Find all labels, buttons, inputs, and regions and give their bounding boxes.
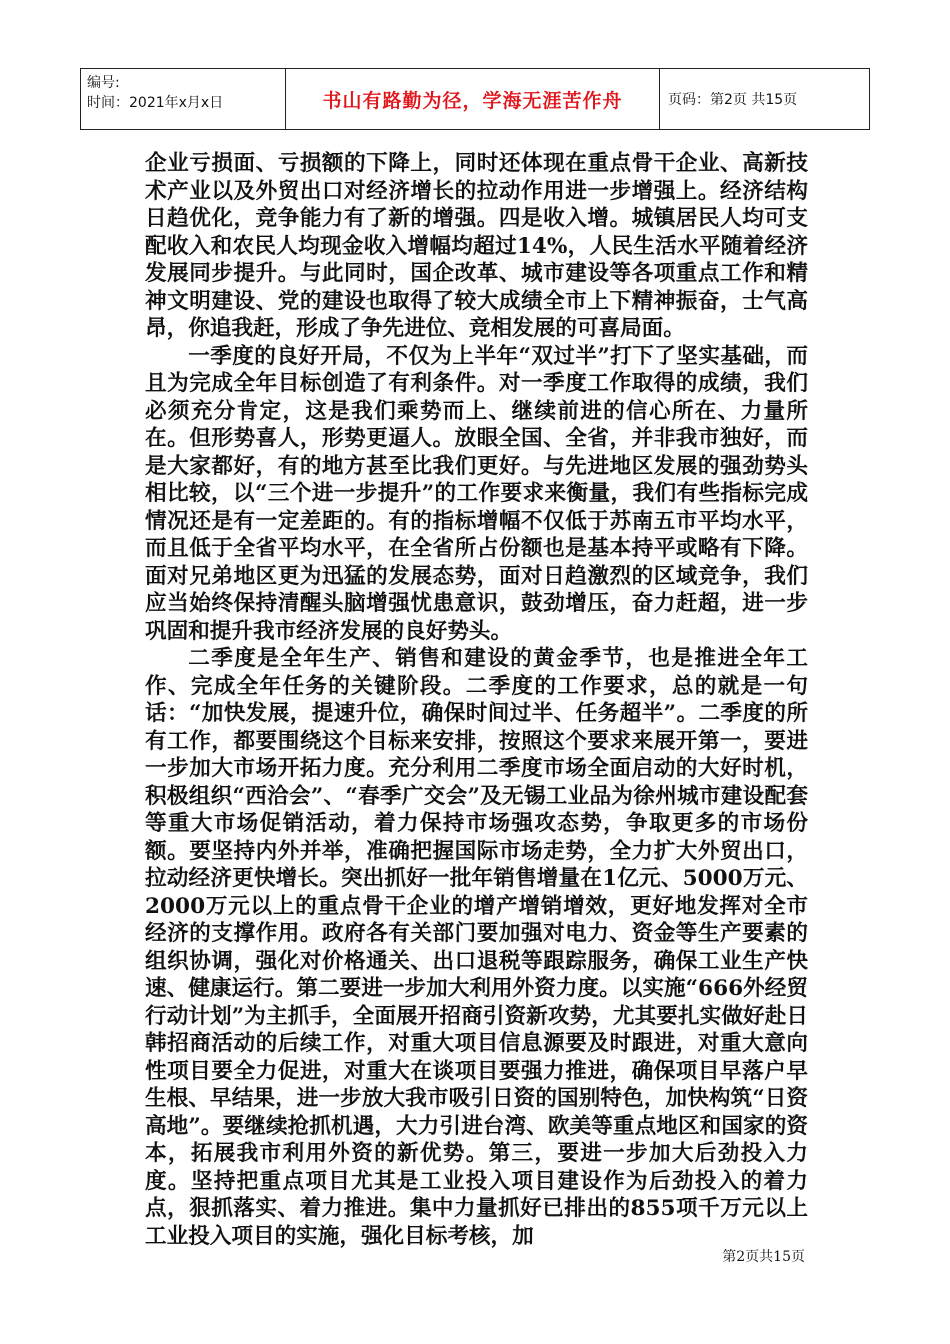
body-paragraph-2: 一季度的良好开局，不仅为上半年“双过半”打下了坚实基础，而且为完成全年目标创造了有利条件。对一季度工作取得的成绩，我们必须充分肯定，这是我们乘势而上、继续前进的信心所在、力量所在。但形势喜人，形势更逼人。放眼全国、全省，并非我市独好，而是大家都好，有的地方甚至比我们更好。与先进地区发展的强劲势头相比较，以“三个进一步提升”的工作要求来衡量，我们有些指标完成情况还是有一定差距的。有的指标增幅不仅低于苏南五市平均水平，而且低于全省平均水平，在全省所占份额也是基本持平或略有下降。面对兄弟地区更为迅猛的发展态势，面对日趋激烈的区域竞争，我们应当始终保持清醒头脑增强忧患意识，鼓劲增压，奋力赶超，进一步巩固和提升我市经济发展的良好势头。 — [145, 343, 808, 644]
body-paragraph-3: 二季度是全年生产、销售和建设的黄金季节，也是推进全年工作、完成全年任务的关键阶段。二季度的工作要求，总的就是一句话：“加快发展，提速升位，确保时间过半、任务超半”。二季度的所有工作，都要围绕这个目标来安排，按照这个要求来展开第一，要进一步加大市场开拓力度。充分利用二季度市场全面启动的大好时机，积极组织“西洽会”、“春季广交会”及无锡工业品为徐州城市建设配套等重大市场促销活动，着力保持市场强攻态势，争取更多的市场份额。要坚持内外并举，准确把握国际市场走势，全力扩大外贸出口，拉动经济更快增长。突出抓好一批年销售增量在1亿元、5000万元、2000万元以上的重点骨干企业的增产增销增效，更好地发挥对全市经济的支撑作用。政府各有关部门要加强对电力、资金等生产要素的组织协调，强化对价格通关、出口退税等跟踪服务，确保工业生产快速、健康运行。第二要进一步加大利用外资力度。以实施“666外经贸行动计划”为主抓手，全面展开招商引资新攻势，尤其要扎实做好赴日韩招商活动的后续工作，对重大项目信息源要及时跟进，对重大意向性项目要全力促进，对重大在谈项目要强力推进，确保项目早落户早生根、早结果，进一步放大我市吸引日资的国别特色，加快构筑“日资高地”。要继续抢抓机遇，大力引进台湾、欧美等重点地区和国家的资本，拓展我市利用外资的新优势。第三，要进一步加大后劲投入力度。坚持把重点项目尤其是工业投入项目建设作为后劲投入的着力点，狠抓落实、着力推进。集中力量抓好已排出的855项千万元以上工业投入项目的实施，强化目标考核，加 — [145, 646, 808, 1249]
document-body — [145, 150, 808, 1250]
document-number-label: 编号: — [87, 75, 120, 91]
body-paragraph-1: 企业亏损面、亏损额的下降上，同时还体现在重点骨干企业、高新技术产业以及外贸出口对经济增长的拉动作用进一步增强上。经济结构日趋优化，竞争能力有了新的增强。四是收入增。城镇居民人均可支配收入和农民人均现金收入增幅均超过14%，人民生活水平随着经济发展同步提升。与此同时，国企改革、城市建设等各项重点工作和精神文明建设、党的建设也取得了较大成绩全市上下精神振奋，士气高昂，你追我赶，形成了争先进位、竞相发展的可喜局面。 — [145, 151, 808, 341]
page-footer: 第2页共15页 — [722, 1249, 805, 1265]
header-page-code: 页码：第2页 共15页 — [668, 92, 798, 108]
document-time-label: 时间：2021年x月x日 — [87, 95, 224, 111]
page-header — [80, 68, 870, 130]
header-meta — [81, 69, 286, 129]
header-motto: 书山有路勤为径，学海无涯苦作舟 — [286, 69, 660, 129]
